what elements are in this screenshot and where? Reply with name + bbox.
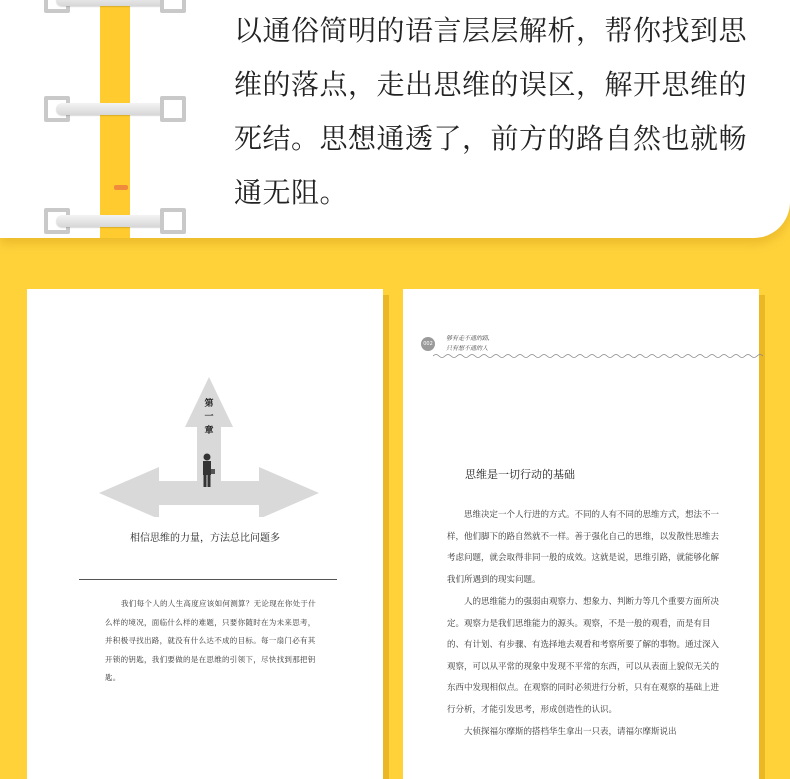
chapter-title: 相信思维的力量，方法总比问题多 xyxy=(130,533,280,544)
chapter-intro-paragraph: 我们每个人的人生高度应该如何测算？无论现在你处于什么样的境况，面临什么样的难题，只要你随时在为未来思考，并积极寻找出路，就没有什么达不成的目标。每一扇门必有其开锁的钥匙，我们要做的是在思维的引领下，尽快找到那把钥匙。 xyxy=(105,599,316,682)
running-header-line: 只有想不通的人 xyxy=(446,345,489,352)
chapter-label: 一 xyxy=(204,412,214,422)
body-text xyxy=(447,505,727,745)
intro-line: 以通俗简明的语言层层解析，帮你找到思 xyxy=(234,14,748,47)
running-header xyxy=(446,334,490,354)
binder-ring-icon xyxy=(44,208,186,234)
book-page-left xyxy=(27,289,383,779)
chapter-label: 章 xyxy=(204,426,214,436)
section-title: 思维是一切行动的基础 xyxy=(465,468,575,481)
intro-line: 维的落点，走出思维的误区，解开思维的 xyxy=(234,68,748,101)
page-number-badge: 002 xyxy=(421,337,435,351)
chapter-label: 第 xyxy=(204,399,214,409)
wavy-divider xyxy=(433,353,763,359)
binder-ring-icon xyxy=(44,96,186,122)
divider xyxy=(79,579,337,580)
intro-line: 通无阻。 xyxy=(234,176,349,209)
body-paragraph: 人的思维能力的强弱由观察力、想象力、判断力等几个重要方面所决定。观察力是我们思维能力的源头。观察，不是一般的观看，而是有目的、有计划、有步骤、有选择地去观看和考察所要了解的事物。通过深入观察，可以从平常的现象中发现不平常的东西，可以从表面上貌似无关的东西中发现相似点。在观察的同时必须进行分析，只有在观察的基础上进行分析，才能引发思考，形成创造性的认识。 xyxy=(447,597,720,715)
book-page-right xyxy=(403,289,759,779)
binder-accent-mark xyxy=(114,185,128,190)
binder-ring-icon xyxy=(44,0,186,13)
running-header-line: 够有走不通的路, xyxy=(446,335,490,342)
crossroads-arrows-icon xyxy=(99,377,319,517)
intro-line: 死结。思想通透了，前方的路自然也就畅 xyxy=(234,122,748,155)
body-paragraph: 思维决定一个人行进的方式。不同的人有不同的思维方式，想法不一样，他们脚下的路自然就不一样。善于强化自己的思维，以发散性思维去考虑问题，就会取得非同一般的成效。这就是说，思维引路，就能够化解我们所遇到的现实问题。 xyxy=(447,510,720,585)
body-paragraph: 大侦探福尔摩斯的搭档华生拿出一只表，请福尔摩斯说出 xyxy=(464,727,677,737)
intro-card xyxy=(0,0,790,238)
intro-text xyxy=(234,4,754,220)
